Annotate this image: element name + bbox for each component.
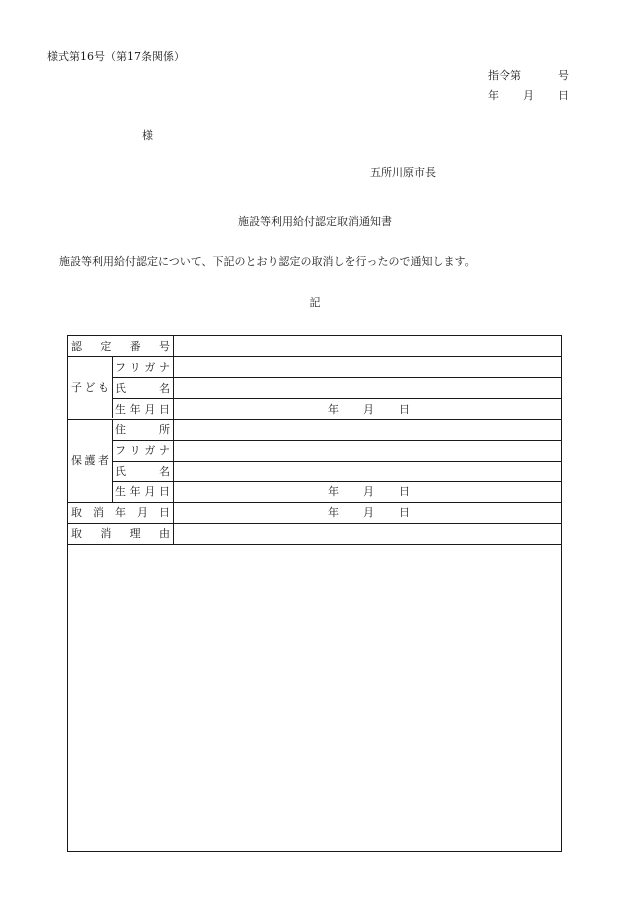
label-char: 月 [144,403,156,416]
child-name-label [115,383,170,394]
label-char: 年 [129,403,141,416]
guardian-furigana-label [115,445,170,456]
label-char: 月 [144,485,156,498]
label-char: ガ [144,361,156,374]
reference-prefix: 指令第 [488,69,521,82]
label-char: 者 [98,454,109,467]
certification-table [67,335,562,852]
label-char: ど [84,381,96,394]
label-char: 消 [93,506,104,519]
date-year: 年 [328,506,339,519]
label-char: 理 [129,527,141,540]
label-char: 氏 [115,465,126,478]
table-hline [68,523,561,524]
issue-date-month: 月 [523,89,534,102]
date-day: 日 [399,485,410,498]
date-month: 月 [363,485,374,498]
reference-number [488,70,569,81]
label-char: フ [115,444,126,457]
label-char: 住 [115,423,126,436]
child-furigana-label [115,362,170,373]
label-char: 月 [137,506,148,519]
table-hline [68,356,561,357]
label-char: 日 [158,485,170,498]
label-char: 年 [129,485,141,498]
label-char: 子 [71,381,82,394]
label-char: 号 [158,340,170,353]
guardian-address-label [115,424,170,435]
label-char: 番 [129,340,141,353]
label-char: ナ [158,444,170,457]
date-month: 月 [363,403,374,416]
label-char: 氏 [115,382,126,395]
label-char: フ [115,361,126,374]
child-birthdate-label [115,404,170,415]
date-day: 日 [399,403,410,416]
label-char: も [98,381,109,394]
label-char: 取 [71,527,82,540]
cancel-date-label [71,507,170,518]
label-char: 保 [71,454,82,467]
label-char: 名 [159,382,170,395]
table-hline [112,481,561,482]
table-hline [68,419,561,420]
label-char: ナ [158,361,170,374]
label-char: 護 [84,454,96,467]
guardian-group-label [71,455,109,466]
label-char: 生 [115,485,126,498]
label-char: リ [129,444,141,457]
date-year: 年 [328,403,339,416]
issue-date-year: 年 [488,89,499,102]
label-char: 消 [100,527,112,540]
date-year: 年 [328,485,339,498]
label-char: リ [129,361,141,374]
date-day: 日 [399,506,410,519]
cancel-reason-label [71,528,170,539]
body-text: 施設等利用給付認定について、下記のとおり認定の取消しを行ったので通知します。 [59,255,476,268]
reference-suffix: 号 [558,69,569,82]
label-char: 日 [158,403,170,416]
label-char: 定 [100,340,112,353]
document-title: 施設等利用給付認定取消通知書 [238,215,392,228]
label-char: 認 [71,340,82,353]
label-char: 由 [158,527,170,540]
table-vline-group [112,356,113,418]
table-hline [68,502,561,503]
issue-date [488,90,569,101]
form-number: 様式第16号（第17条関係） [47,50,185,63]
cancel-reason-area [68,545,561,851]
child-group-label [71,382,109,393]
table-hline [112,440,561,441]
label-char: 年 [115,506,126,519]
label-char: 取 [71,506,82,519]
label-char: ガ [144,444,156,457]
issuer: 五所川原市長 [370,166,436,179]
ki-heading: 記 [309,296,321,309]
label-char: 生 [115,403,126,416]
label-char: 日 [159,506,170,519]
date-month: 月 [363,506,374,519]
table-hline [112,398,561,399]
guardian-birthdate-label [115,486,170,497]
label-char: 所 [159,423,170,436]
table-hline [112,461,561,462]
table-hline [112,377,561,378]
cert-number-label [71,341,170,352]
addressee-suffix: 様 [142,129,153,142]
issue-date-day: 日 [558,89,569,102]
label-char: 名 [159,465,170,478]
guardian-name-label [115,466,170,477]
